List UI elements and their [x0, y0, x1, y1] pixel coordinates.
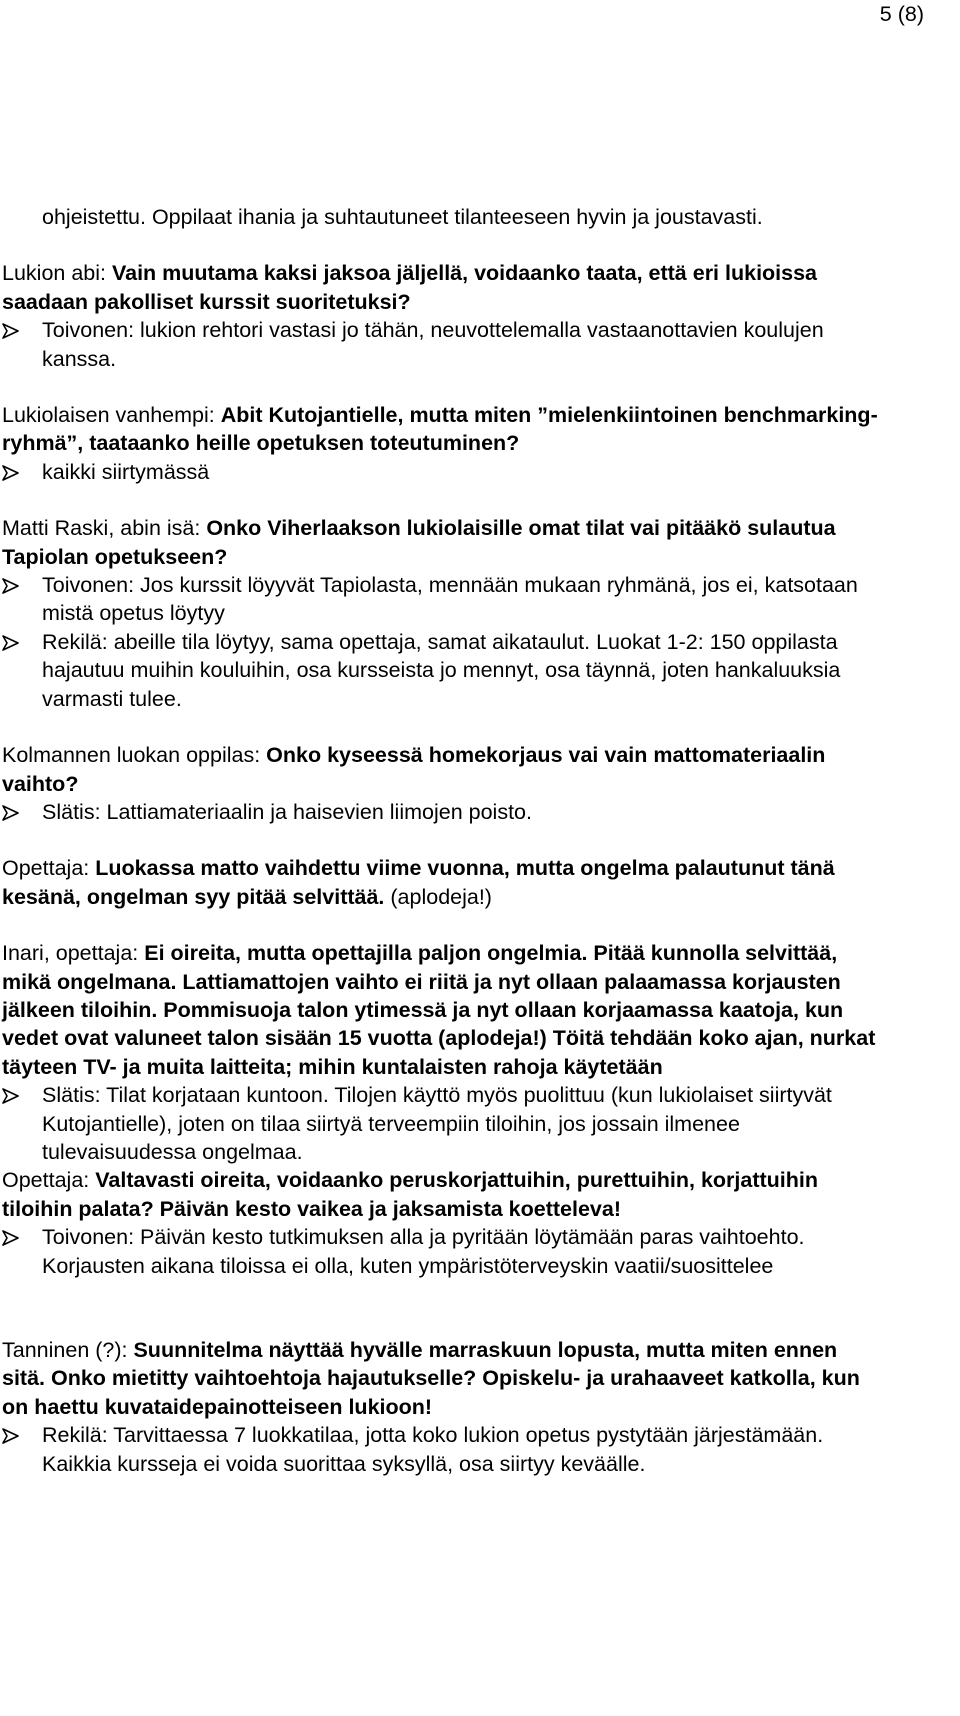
- speaker-label: Tanninen (?):: [2, 1338, 134, 1362]
- question-text: Ei oireita, mutta opettajilla paljon ongelmia. Pitää kunnolla selvittää, mikä ongelmana. Lattiamattojen vaihto ei riitä ja nyt ollaan palaamassa korjausten jälkeen tiloihin. Pommisuoja talon ytimessä ja nyt ollaan korjaamassa kaatoja, kun vedet ovat valuneet talon sisään 15 vuotta (aplodeja!) Töitä tehdään koko ajan, nurkat täyteen TV- ja muita laitteita; mihin kuntalaisten rahoja käytetään: [2, 941, 876, 1079]
- question-text: Luokassa matto vaihdettu viime vuonna, mutta ongelma palautunut tänä kesänä, ongelman syy pitää selvittää.: [2, 856, 835, 909]
- answer-bullet: Toivonen: Jos kurssit löyyvät Tapiolasta, mennään mukaan ryhmänä, jos ei, katsotaan mistä opetus löytyy: [2, 571, 882, 628]
- arrow-bullet-icon: [2, 635, 19, 651]
- document-body: [2, 203, 882, 1478]
- arrow-bullet-icon: [2, 465, 19, 481]
- arrow-bullet-icon: [2, 1428, 19, 1444]
- question-paragraph: [2, 854, 882, 911]
- answer-bullet: Slätis: Tilat korjataan kuntoon. Tilojen käyttö myös puolittuu (kun lukiolaiset siirtyvät Kutojantielle), joten on tilaa siirtyä terveempiin tiloihin, jos jossain ilmenee tulevaisuudessa ongelmaa.: [2, 1081, 882, 1166]
- question-text: Abit Kutojantielle, mutta miten ”mielenkiintoinen benchmarking-ryhmä”, taataanko heille opetuksen toteutuminen?: [2, 403, 878, 456]
- arrow-bullet-icon: [2, 805, 19, 821]
- tail-text: (aplodeja!): [384, 884, 492, 909]
- page-number: 5 (8): [879, 2, 924, 26]
- answer-bullet: Toivonen: lukion rehtori vastasi jo tähän, neuvottelemalla vastaanottavien koulujen kanssa.: [2, 316, 882, 373]
- answer-bullet: Rekilä: Tarvittaessa 7 luokkatilaa, jotta koko lukion opetus pystytään järjestämään. Kaikkia kursseja ei voida suorittaa syksyllä, osa siirtyy keväälle.: [2, 1421, 882, 1478]
- question-paragraph: [2, 939, 882, 1081]
- continuation-paragraph: ohjeistettu. Oppilaat ihania ja suhtautuneet tilanteeseen hyvin ja joustavasti.: [42, 205, 763, 229]
- arrow-bullet-icon: [2, 323, 19, 339]
- question-text: Vain muutama kaksi jaksoa jäljellä, voidaanko taata, että eri lukioissa saadaan pakolliset kurssit suoritetuksi?: [2, 261, 818, 314]
- question-text: Valtavasti oireita, voidaanko peruskorjattuihin, purettuihin, korjattuihin tiloihin palata? Päivän kesto vaikea ja jaksamista koetteleva!: [2, 1168, 818, 1221]
- question-paragraph: [2, 514, 882, 571]
- question-text: Suunnitelma näyttää hyvälle marraskuun lopusta, mutta miten ennen sitä. Onko mietitty vaihtoehtoja hajautukselle? Opiskelu- ja urahaaveet katkolla, kun on haettu kuvataidepainotteiseen lukioon!: [2, 1338, 860, 1419]
- speaker-label: Lukiolaisen vanhempi:: [2, 403, 221, 428]
- question-paragraph: [2, 401, 882, 458]
- speaker-label: Lukion abi:: [2, 261, 112, 286]
- speaker-label: Opettaja:: [2, 1168, 96, 1193]
- speaker-label: Inari, opettaja:: [2, 941, 145, 966]
- speaker-label: Opettaja:: [2, 856, 96, 881]
- arrow-bullet-icon: [2, 1230, 19, 1246]
- question-paragraph: [2, 259, 882, 316]
- answer-bullet: kaikki siirtymässä: [2, 458, 882, 486]
- answer-bullet: Toivonen: Päivän kesto tutkimuksen alla ja pyritään löytämään paras vaihtoehto. Korjausten aikana tiloissa ei olla, kuten ympäristöterveyskin vaatii/suosittelee: [2, 1223, 882, 1280]
- speaker-label: Matti Raski, abin isä:: [2, 516, 207, 541]
- question-paragraph: [2, 741, 882, 798]
- question-paragraph: [2, 1166, 882, 1223]
- arrow-bullet-icon: [2, 578, 19, 594]
- question-text: Onko kyseessä homekorjaus vai vain mattomateriaalin vaihto?: [2, 743, 826, 796]
- speaker-label: Kolmannen luokan oppilas:: [2, 743, 267, 768]
- arrow-bullet-icon: [2, 1088, 19, 1104]
- question-text: Onko Viherlaakson lukiolaisille omat tilat vai pitääkö sulautua Tapiolan opetukseen?: [2, 516, 836, 569]
- answer-bullet: Rekilä: abeille tila löytyy, sama opettaja, samat aikataulut. Luokat 1-2: 150 oppilasta hajautuu muihin kouluihin, osa kursseista jo mennyt, osa täynnä, joten hankaluuksia varmasti tulee.: [2, 628, 882, 713]
- answer-bullet: Slätis: Lattiamateriaalin ja haisevien liimojen poisto.: [2, 798, 882, 826]
- question-paragraph: [2, 1336, 882, 1421]
